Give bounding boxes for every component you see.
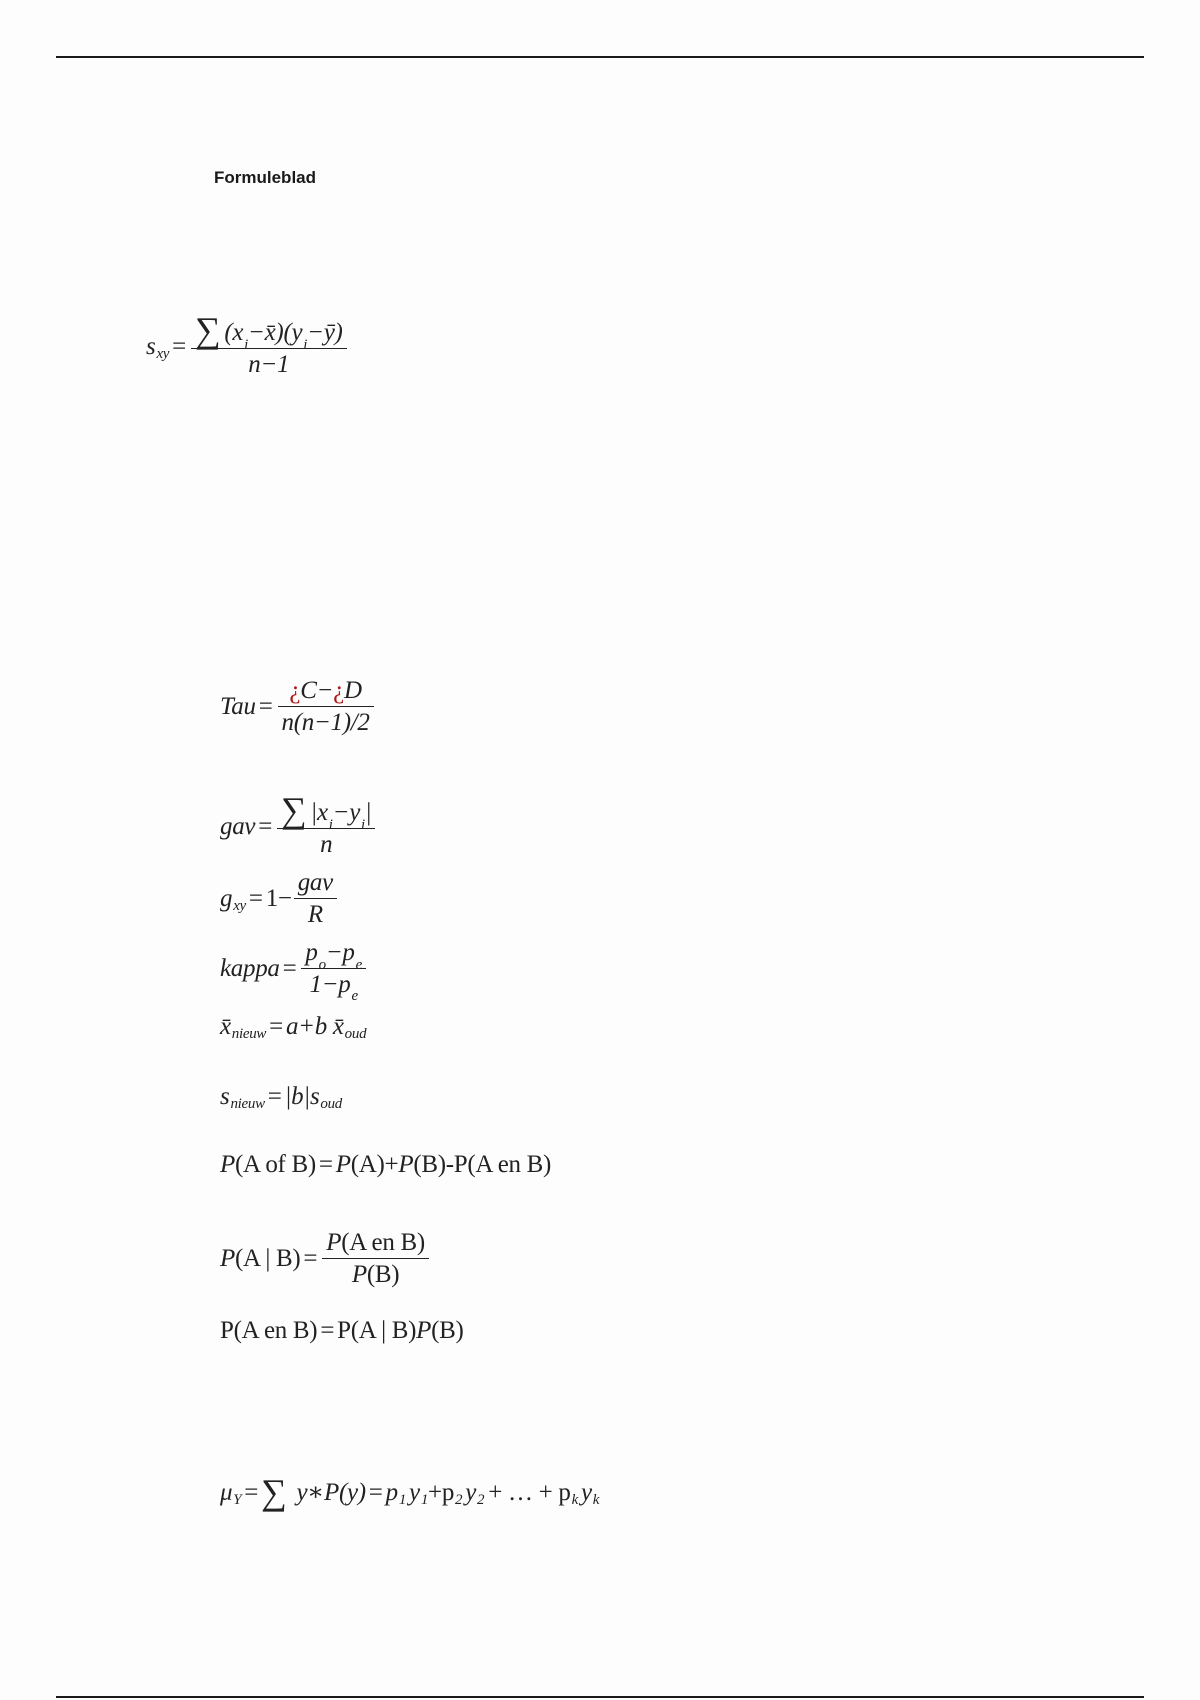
formula-lhs-subscript: xy: [156, 345, 170, 362]
fraction-denominator: P(B): [322, 1258, 429, 1287]
footer-rule: [56, 1696, 1144, 1698]
formula-mean-transform: x̄ nieuw = a+b x̄ oud: [220, 1013, 367, 1042]
formula-fraction: [277, 790, 375, 858]
formula-expected-value: μ Y = ∑ y∗P(y) = p 1 y 1 +p 2 y 2 + … + p k y k: [220, 1472, 600, 1512]
fraction-numerator: ∑ (x i −x̄)(y i −ȳ): [194, 310, 343, 353]
formula-tau: Tau = ¿ C− ¿ D n(n−1)/2: [220, 678, 376, 735]
sum-symbol: ∑: [281, 790, 307, 830]
fraction-denominator: n(n−1)/2: [278, 706, 374, 735]
formula-lhs: gav: [220, 812, 256, 840]
formula-addition-rule: P (A of B) = P (A)+ P (B) -P(A en B): [220, 1151, 552, 1178]
formula-covariance: s xy = ∑ (x i −x̄)(y i −ȳ) n−1: [146, 316, 349, 377]
formula-fraction: [294, 870, 337, 927]
formula-lhs: kappa: [220, 955, 280, 982]
formula-conditional-probability: P (A | B) = P (A en B) P(B): [220, 1230, 431, 1287]
document-title: Formuleblad: [214, 168, 317, 187]
fraction-numerator: gav: [297, 869, 333, 896]
formula-multiplication-rule: P(A en B) = P(A | B) P (B): [220, 1317, 464, 1344]
fraction-numerator: p o −p e: [305, 939, 362, 973]
formula-fraction: [278, 678, 374, 735]
fraction-denominator: $1-p_e$: [301, 968, 366, 997]
formula-lhs: s: [146, 332, 156, 360]
fraction-denominator: n−1: [191, 348, 347, 377]
formula-gxy: g xy = 1− $\frac{\text{gav}}{R}$: [220, 870, 339, 927]
formula-gav: gav = ∑ |x i −y i | n: [220, 796, 377, 857]
sum-symbol: ∑: [194, 310, 221, 350]
fraction-numerator: ∑ |x i −y i |: [281, 790, 372, 833]
fraction-numerator: P (A en B): [326, 1229, 425, 1256]
formula-lhs: μ: [220, 1478, 233, 1506]
fraction-denominator: R: [294, 898, 337, 927]
formula-lhs: s: [220, 1083, 230, 1110]
header-rule: [56, 56, 1144, 58]
formula-fraction: [301, 939, 366, 1004]
formula-fraction: [191, 310, 347, 378]
formula-lhs: g: [220, 885, 233, 912]
formula-fraction: [322, 1230, 429, 1287]
fraction-denominator: n: [277, 828, 375, 857]
formula-lhs: Tau: [220, 693, 256, 720]
sum-symbol: ∑: [261, 1472, 287, 1512]
formula-sd-transform: s nieuw = |b|s oud: [220, 1083, 342, 1112]
fraction-numerator: ¿ C− ¿ D: [289, 677, 362, 704]
formula-kappa: kappa = p o −p e $1-p_e$: [220, 940, 368, 997]
formula-lhs: x̄: [220, 1013, 231, 1040]
